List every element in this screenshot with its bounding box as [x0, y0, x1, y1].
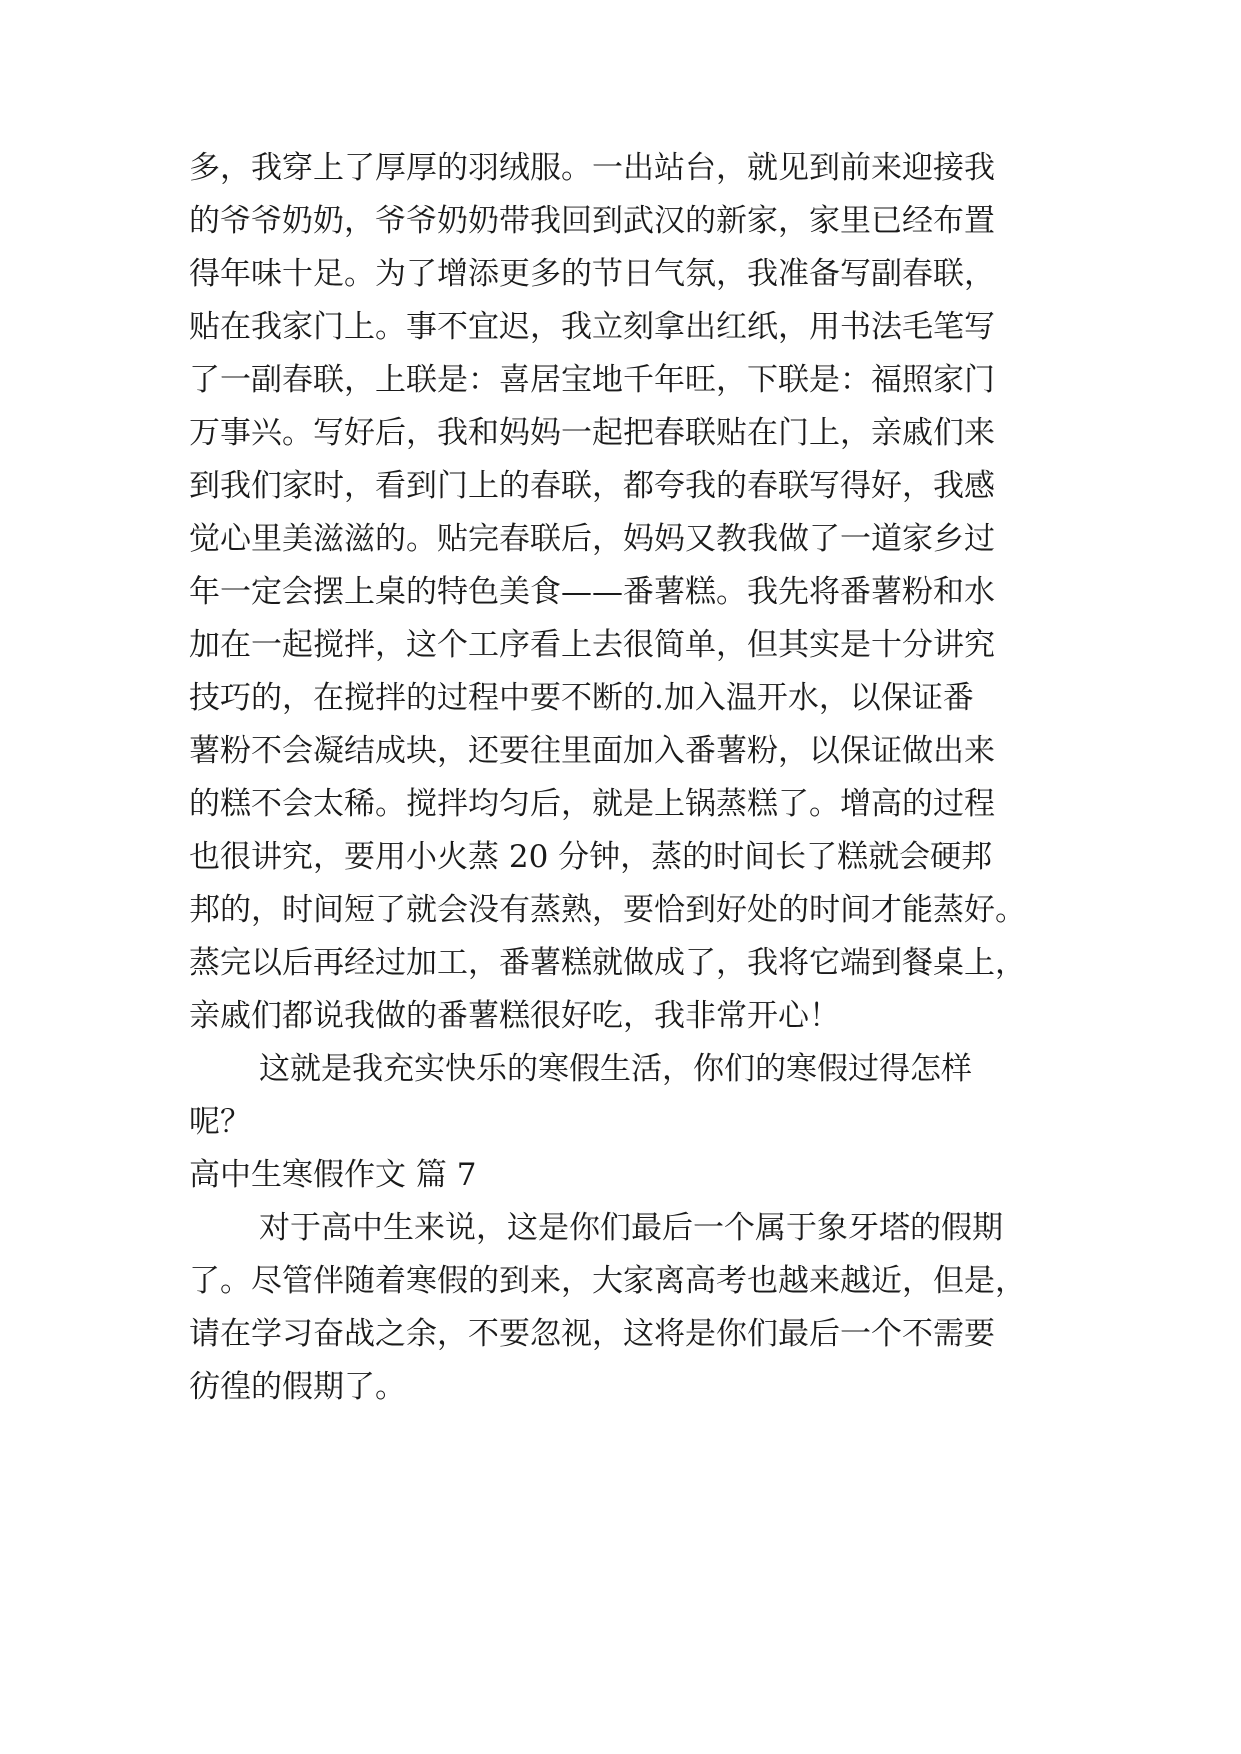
body-line: 多，我穿上了厚厚的羽绒服。一出站台，就见到前来迎接我: [189, 150, 995, 186]
body-line: 这就是我充实快乐的寒假生活，你们的寒假过得怎样: [259, 1051, 972, 1087]
section-heading: 高中生寒假作文 篇 7: [189, 1157, 477, 1193]
body-line: 彷徨的假期了。: [189, 1369, 406, 1405]
body-line: 薯粉不会凝结成块，还要往里面加入番薯粉，以保证做出来: [189, 733, 995, 769]
body-line: 请在学习奋战之余，不要忽视，这将是你们最后一个不需要: [189, 1316, 995, 1352]
body-line: 贴在我家门上。事不宜迟，我立刻拿出红纸，用书法毛笔写: [189, 309, 995, 345]
body-line: 到我们家时，看到门上的春联，都夸我的春联写得好，我感: [189, 468, 995, 504]
body-line: 对于高中生来说，这是你们最后一个属于象牙塔的假期: [259, 1210, 1003, 1246]
body-line: 觉心里美滋滋的。贴完春联后，妈妈又教我做了一道家乡过: [189, 521, 995, 557]
body-line: 加在一起搅拌，这个工序看上去很简单，但其实是十分讲究: [189, 627, 995, 663]
body-line: 的爷爷奶奶，爷爷奶奶带我回到武汉的新家，家里已经布置: [189, 203, 995, 239]
body-line: 邦的，时间短了就会没有蒸熟，要恰到好处的时间才能蒸好。: [189, 892, 1026, 928]
body-line: 呢？: [189, 1104, 251, 1140]
body-line: 的糕不会太稀。搅拌均匀后，就是上锅蒸糕了。增高的过程: [189, 786, 995, 822]
body-line: 技巧的，在搅拌的过程中要不断的.加入温开水，以保证番: [189, 680, 974, 716]
body-line: 年一定会摆上桌的特色美食——番薯糕。我先将番薯粉和水: [189, 574, 995, 610]
body-line: 亲戚们都说我做的番薯糕很好吃，我非常开心！: [189, 998, 840, 1034]
body-line: 蒸完以后再经过加工，番薯糕就做成了，我将它端到餐桌上，: [189, 945, 1026, 981]
body-line: 了。尽管伴随着寒假的到来，大家离高考也越来越近，但是，: [189, 1263, 1026, 1299]
body-line: 得年味十足。为了增添更多的节日气氛，我准备写副春联，: [189, 256, 995, 292]
body-line: 了一副春联，上联是：喜居宝地千年旺，下联是：福照家门: [189, 362, 995, 398]
body-line: 也很讲究，要用小火蒸 20 分钟，蒸的时间长了糕就会硬邦: [189, 839, 993, 875]
body-line: 万事兴。写好后，我和妈妈一起把春联贴在门上，亲戚们来: [189, 415, 995, 451]
